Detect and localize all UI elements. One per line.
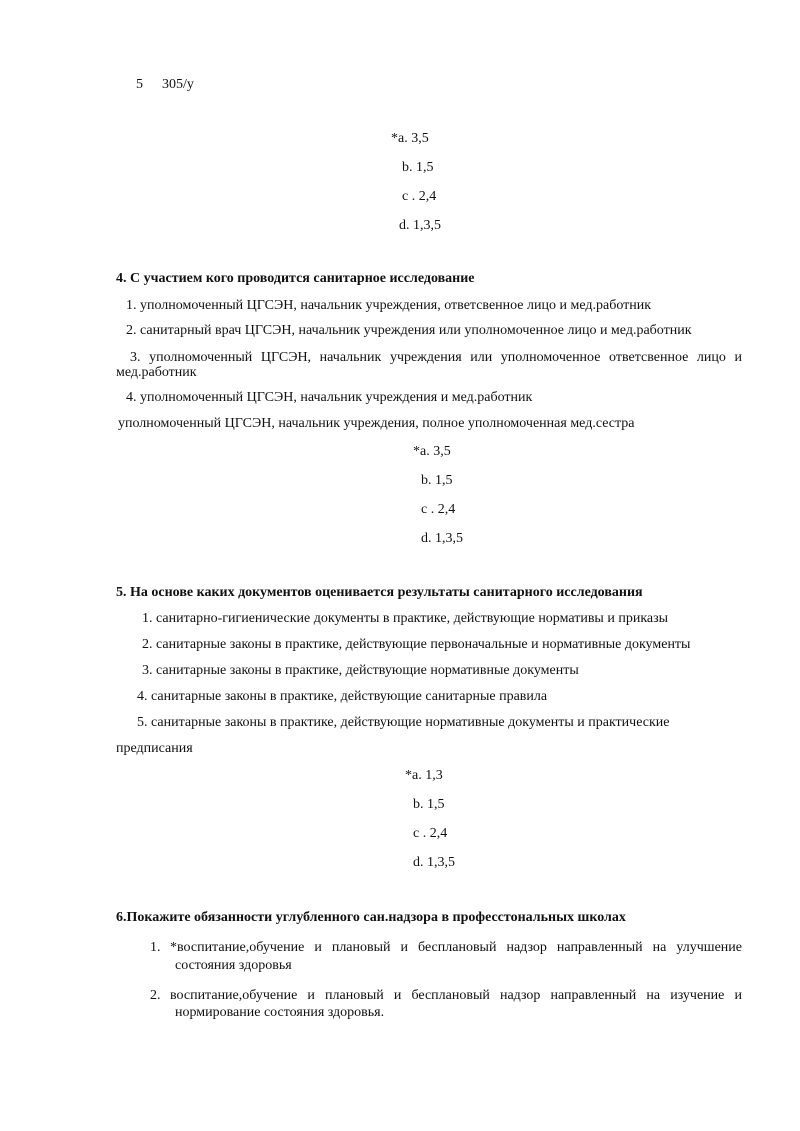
answer-b: b. 1,5 [413,797,445,812]
answer-d: d. 1,3,5 [413,855,455,870]
question-option: 1. санитарно-гигиенические документы в практике, действующие нормативы и приказы [142,611,669,626]
question-title: 6.Покажите обязанности углубленного сан.надзора в професстональных школах [116,910,626,925]
question-option-continuation: нормирование состояния здоровья. [175,1005,385,1020]
question-title: 4. С участием кого проводится санитарное исследование [116,271,475,286]
answer-a: *a. 3,5 [413,444,451,459]
question-option: 2. санитарные законы в практике, действующие первоначальные и нормативные документы [142,637,691,652]
question-option: 4. уполномоченный ЦГСЭН, начальник учреждения и мед.работник [126,390,533,405]
answer-c: c . 2,4 [421,502,456,517]
question-option: уполномоченный ЦГСЭН, начальник учреждения, полное уполномоченная мед.сестра [118,416,635,431]
question-title: 5. На основе каких документов оценивается результаты санитарного исследования [116,585,643,600]
question-option: 4. санитарные законы в практике, действующие санитарные правила [137,689,548,704]
answer-c: c . 2,4 [402,189,437,204]
question-option-continuation: мед.работник [116,365,197,380]
option-number: 2. [150,988,161,1003]
answer-b: b. 1,5 [402,160,434,175]
question-option: 2. санитарный врач ЦГСЭН, начальник учреждения или уполномоченное лицо и мед.работник [126,323,692,338]
answer-a: *a. 3,5 [391,131,429,146]
list-item-number: 5 [136,77,143,92]
list-item-text: 305/у [162,77,194,92]
question-option: 5. санитарные законы в практике, действующие нормативные документы и практические [137,715,670,730]
answer-d: d. 1,3,5 [421,531,463,546]
question-option: воспитание,обучение и плановый и бесплановый надзор направленный на изучение и [170,988,742,1003]
question-option: *воспитание,обучение и плановый и бесплановый надзор направленный на улучшение [170,940,742,955]
question-option: 3. уполномоченный ЦГСЭН, начальник учреждения или уполномоченное ответсвенное лицо и [130,350,742,365]
question-option-continuation: предписания [116,741,193,756]
option-number: 1. [150,940,161,955]
question-option: 1. уполномоченный ЦГСЭН, начальник учреждения, ответсвенное лицо и мед.работник [126,298,652,313]
question-option-continuation: состояния здоровья [175,958,292,973]
answer-c: c . 2,4 [413,826,448,841]
question-option: 3. санитарные законы в практике, действующие нормативные документы [142,663,579,678]
answer-d: d. 1,3,5 [399,218,441,233]
answer-a: *a. 1,3 [405,768,443,783]
answer-b: b. 1,5 [421,473,453,488]
